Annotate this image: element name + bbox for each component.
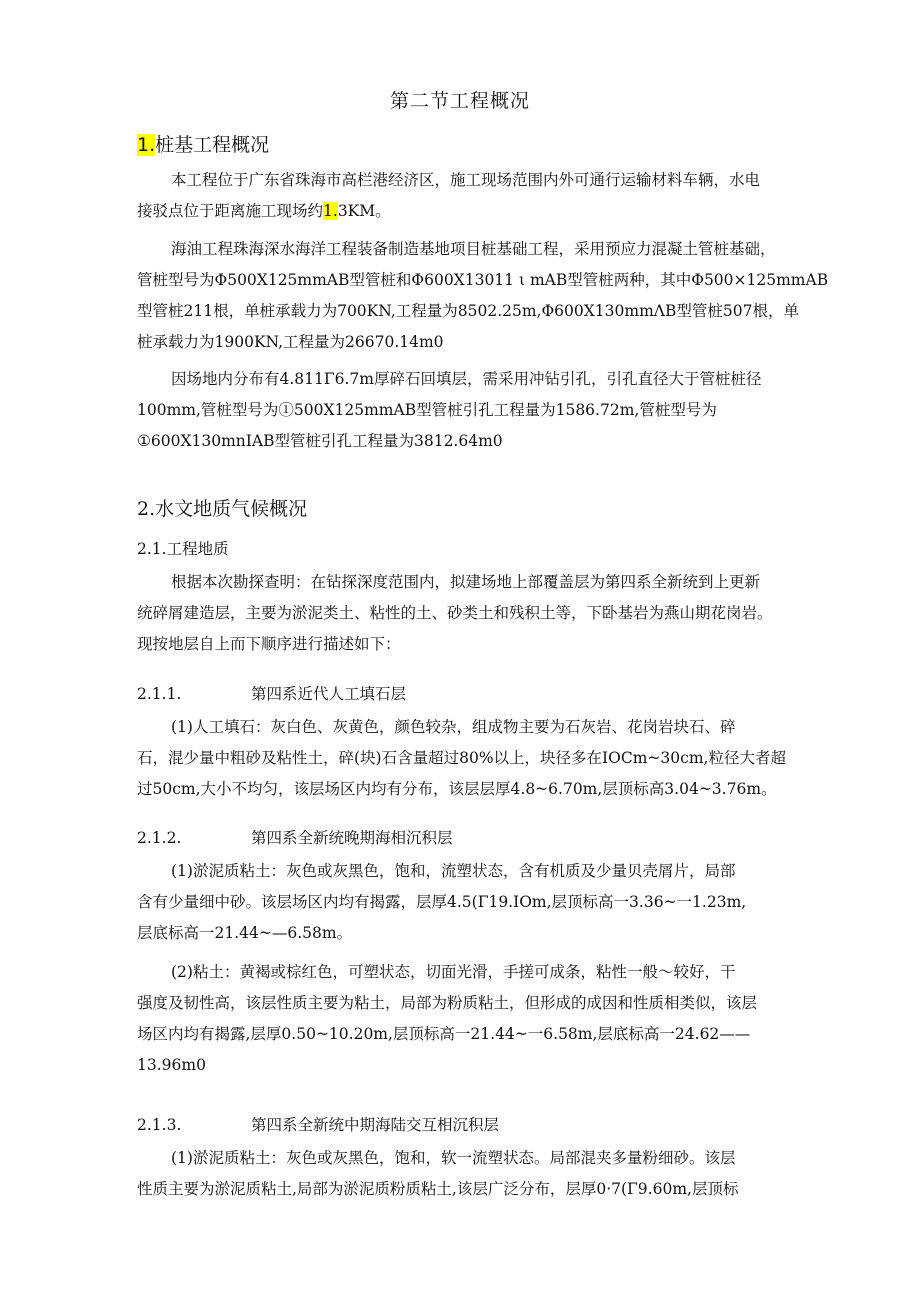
- text-line: 石，混少量中粗砂及粘性土，碎(块)石含量超过80%以上，块径多在IOCm~30cm,粒径大者超: [137, 749, 786, 767]
- paragraph-location: [137, 165, 807, 227]
- subheading-text: 第四系全新统中期海陆交互相沉积层: [251, 1116, 500, 1134]
- text-line: (1)人工填石：灰白色、灰黄色，颜色较杂，组成物主要为石灰岩、花岗岩块石、碎: [171, 718, 736, 736]
- text-line: 型管桩211根，单桩承载力为700KN,工程量为8502.25m,Φ600X130mmΛB型管桩507根，单: [137, 302, 799, 320]
- text-line: 统碎屑建造层，主要为淤泥类土、粘性的土、砂类土和残积土等，下卧基岩为燕山期花岗岩。: [137, 604, 773, 622]
- text-line: 性质主要为淤泥质粘土,局部为淤泥质粉质粘土,该层广泛分布，层厚0·7(Γ9.60m,层顶标: [137, 1180, 739, 1198]
- text-line: 海油工程珠海深水海洋工程装备制造基地项目桩基础工程，采用预应力混凝土管桩基础，: [171, 240, 776, 258]
- highlighted-text: 1.: [323, 202, 338, 220]
- subheading-marine-layer: [137, 826, 453, 848]
- subheading-text: 第四系全新统晚期海相沉积层: [251, 829, 453, 847]
- paragraph-survey: [137, 567, 807, 660]
- text-line: 3KM。: [337, 202, 391, 220]
- text-line: 13.96m0: [137, 1056, 206, 1074]
- text-line: (1)淤泥质粘土：灰色或灰黑色，饱和，流塑状态，含有机质及少量贝壳屑片，局部: [171, 862, 736, 880]
- text-line: 根据本次勘探查明：在钻探深度范围内，拟建场地上部覆盖层为第四系全新统到上更新: [171, 573, 761, 591]
- heading-number-highlight: 1.: [137, 134, 156, 156]
- paragraph-silty-clay-2: [137, 1143, 807, 1205]
- text-line: 本工程位于广东省珠海市高栏港经济区，施工现场范围内外可通行运输材料车辆，水电: [171, 171, 761, 189]
- text-line: 过50cm,大小不均匀，该层场区内均有分布，该层层厚4.8~6.70m,层顶标高3.04~3.76m。: [137, 780, 777, 798]
- text-line: 因场地内分布有4.811Γ6.7m厚碎石回填层，需采用冲钻引孔，引孔直径大于管桩桩径: [171, 370, 762, 388]
- subheading-engineering-geology: 2.1.工程地质: [137, 540, 229, 558]
- subheading-number: 2.1.1.: [137, 685, 182, 703]
- text-line: 场区内均有揭露,层厚0.50~10.20m,层顶标高一21.44~一6.58m,层底标高一24.62——: [137, 1025, 751, 1043]
- heading-text: 桩基工程概况: [155, 134, 270, 156]
- paragraph-pile-types: [137, 234, 829, 358]
- text-line: 强度及韧性高，该层性质主要为粘土，局部为粉质粘土，但形成的成因和性质相类似，该层: [137, 994, 758, 1012]
- text-line: 现按地层自上而下顺序进行描述如下：: [137, 635, 401, 653]
- text-line: 含有少量细中砂。该层场区内均有揭露，层厚4.5(Γ19.IOm,层顶标高一3.36~一1.23m,: [137, 893, 747, 911]
- text-line: (1)淤泥质粘土：灰色或灰黑色，饱和，软一流塑状态。局部混夹多量粉细砂。该层: [171, 1149, 736, 1167]
- text-line: 接驳点位于距离施工现场约: [137, 202, 324, 220]
- subheading-text: 第四系近代人工填石层: [251, 685, 407, 703]
- text-line: 管桩型号为Φ500X125mmAB型管桩和Φ600X13011 ι mAB型管桩两种，其中Φ500×125mmAB: [137, 271, 829, 289]
- text-line: 层底标高一21.44~—6.58m。: [137, 924, 353, 942]
- subheading-number: 2.1.3.: [137, 1116, 182, 1134]
- text-line: 100mm,管桩型号为①500X125mmAB型管桩引孔工程量为1586.72m,管桩型号为: [137, 401, 717, 419]
- subheading-transitional-layer: [137, 1113, 499, 1135]
- paragraph-fill-stone: [137, 712, 807, 805]
- paragraph-drilling: [137, 364, 807, 457]
- subheading-number: 2.1.2.: [137, 829, 182, 847]
- paragraph-silty-clay: [137, 856, 807, 949]
- heading-pile-foundation: [137, 130, 269, 157]
- paragraph-clay: [137, 957, 807, 1081]
- text-line: (2)粘土：黄褐或棕红色，可塑状态，切面光滑，手搓可成条，粘性一般～较好，干: [171, 963, 736, 981]
- text-line: ①600X130mnIAB型管桩引孔工程量为3812.64m0: [137, 432, 503, 450]
- heading-hydrogeology: 2.水文地质气候概况: [137, 498, 308, 520]
- text-line: 桩承载力为1900KN,工程量为26670.14m0: [137, 333, 444, 351]
- section-title: 第二节工程概况: [389, 90, 530, 112]
- subheading-fill-layer: [137, 682, 406, 704]
